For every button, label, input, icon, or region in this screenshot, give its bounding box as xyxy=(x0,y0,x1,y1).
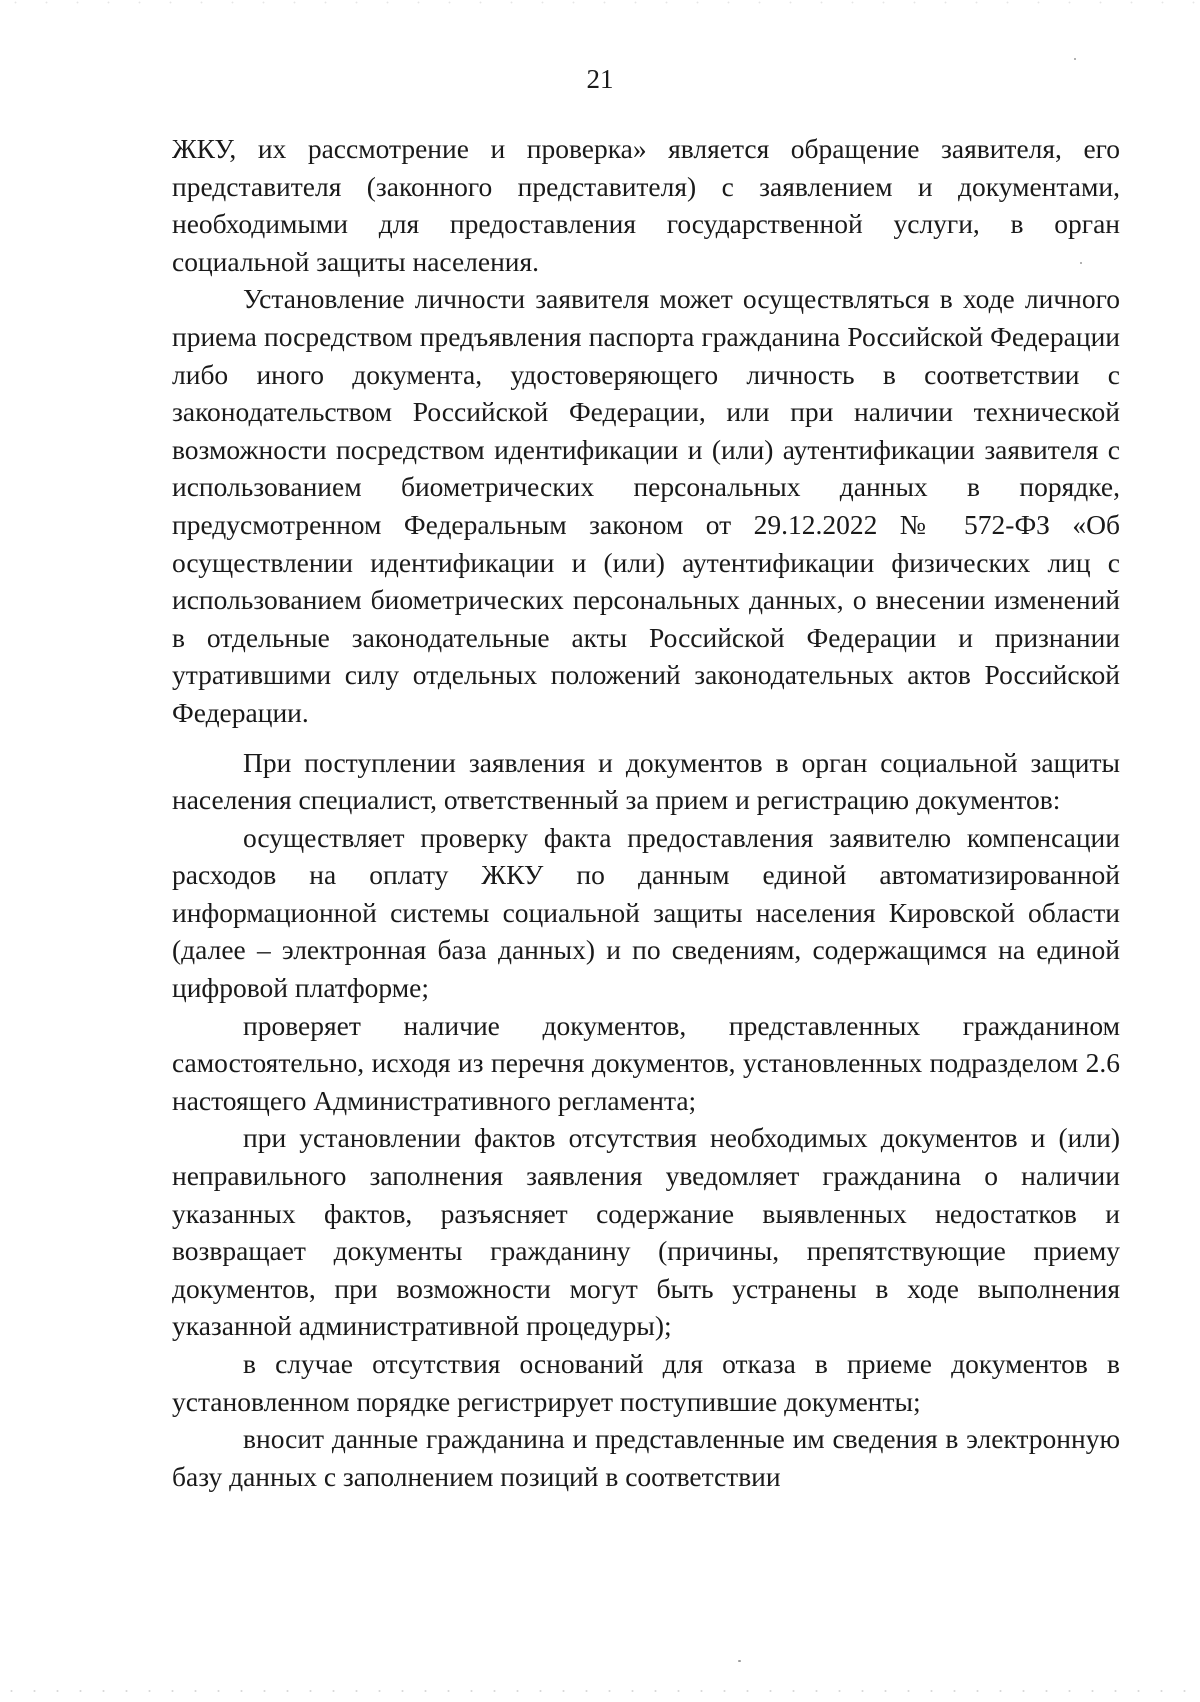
document-body xyxy=(172,130,1120,1495)
scan-speck xyxy=(738,1660,741,1662)
scan-edge-noise-bottom xyxy=(0,1688,1200,1694)
paragraph: Установление личности заявителя может осуществляться в ходе личного приема посредством предъявления паспорта гражданина Российской Федерации либо иного документа, удостоверяющего личность в соответствии с законодательством Российской Федерации, или при наличии технической возможности посредством идентификации и (или) аутентификации заявителя с использованием биометрических персональных данных в порядке, предусмотренном Федеральным законом от 29.12.2022 № 572-ФЗ «Об осуществлении идентификации и (или) аутентификации физических лиц с использованием биометрических персональных данных, о внесении изменений в отдельные законодательные акты Российской Федерации и признании утратившими силу отдельных положений законодательных актов Российской Федерации. xyxy=(172,283,1120,728)
paragraph: в случае отсутствия оснований для отказа в приеме документов в установленном порядке регистрирует поступившие документы; xyxy=(172,1348,1120,1417)
paragraph: осуществляет проверку факта предоставления заявителю компенсации расходов на оплату ЖКУ по данным единой автоматизированной информационной системы социальной защиты населения Кировской области (далее – электронная база данных) и по сведениям, содержащимся на единой цифровой платформе; xyxy=(172,821,1120,1004)
paragraph: проверяет наличие документов, представленных гражданином самостоятельно, исходя из перечня документов, установленных подразделом 2.6 настоящего Административного регламента; xyxy=(172,1009,1120,1116)
scan-speck xyxy=(1074,58,1076,60)
scan-edge-noise-top xyxy=(0,0,1200,5)
paragraph: При поступлении заявления и документов в орган социальной защиты населения специалист, ответственный за прием и регистрацию документов: xyxy=(172,746,1120,816)
scan-speck xyxy=(1080,262,1082,264)
paragraph: при установлении фактов отсутствия необходимых документов и (или) неправильного заполнения заявления уведомляет гражданина о наличии указанных фактов, разъясняет содержание выявленных недостатков и возвращает документы гражданину (причины, препятствующие приему документов, при возможности могут быть устранены в ходе выполнения указанной административной процедуры); xyxy=(172,1122,1120,1342)
paragraph: вносит данные гражданина и представленные им сведения в электронную базу данных с заполнением позиций в соответствии xyxy=(172,1423,1120,1492)
page-number: 21 xyxy=(586,64,614,94)
paragraph: ЖКУ, их рассмотрение и проверка» является обращение заявителя, его представителя (законного представителя) с заявлением и документами, необходимыми для предоставления государственной услуги, в орган социальной защиты населения. xyxy=(172,133,1120,277)
